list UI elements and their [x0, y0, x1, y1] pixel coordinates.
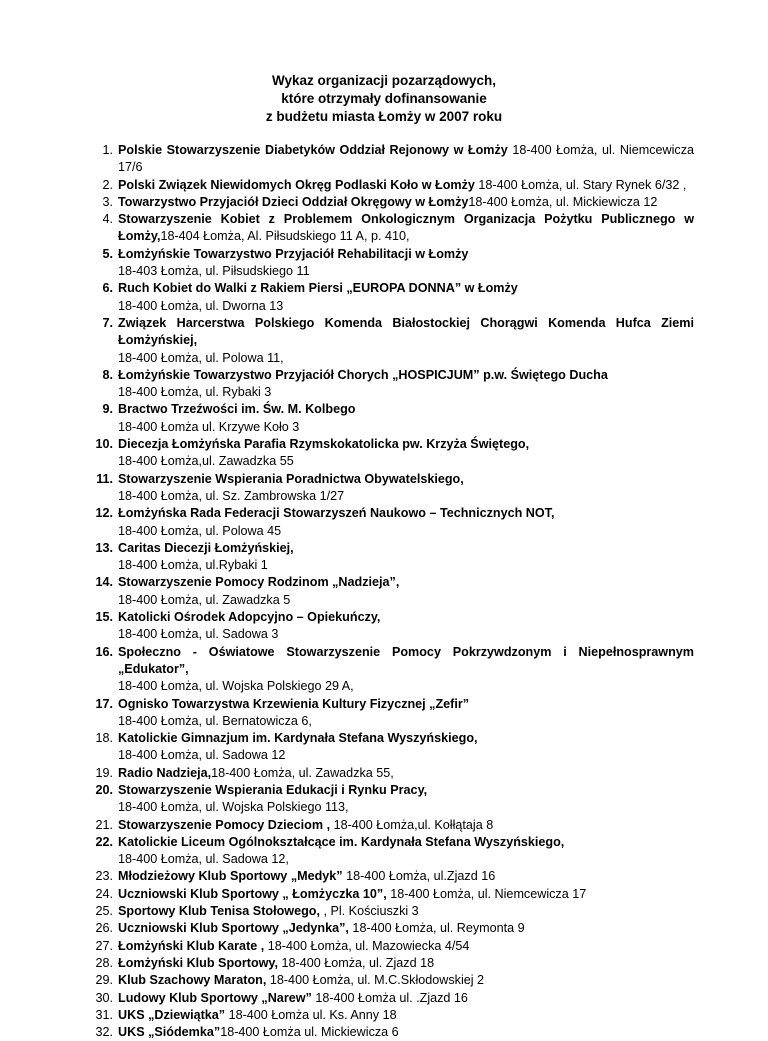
- organization-name: UKS „Dziewiątka”: [118, 1007, 226, 1022]
- organization-address: 18-400 Łomża ul. Ks. Anny 18: [225, 1007, 397, 1022]
- item-number: 1.: [102, 143, 113, 157]
- item-number: 6.: [102, 281, 113, 296]
- item-number: 8.: [102, 367, 113, 382]
- item-number: 19.: [95, 765, 113, 780]
- organization-name: Łomżyńskie Towarzystwo Przyjaciół Chorych „HOSPICJUM” p.w. Świętego Ducha: [118, 367, 608, 382]
- organization-address: 18-400 Łomża, ul. Mickiewicza 12: [468, 194, 658, 209]
- organization-address: 18-403 Łomża, ul. Piłsudskiego 11: [118, 264, 310, 279]
- organization-address: 18-400 Łomża, ul. Rybaki 3: [118, 385, 272, 400]
- item-number: 18.: [95, 731, 113, 746]
- list-item: [0, 177, 768, 194]
- item-number: 15.: [95, 610, 113, 625]
- organization-address: 18-400 Łomża, ul. Niemcewicza 17/6: [118, 143, 694, 175]
- item-number: 27.: [95, 938, 113, 953]
- organization-name: Społeczno - Oświatowe Stowarzyszenie Pomocy Pokrzywdzonym i Niepełnosprawnym „Edukator”,: [118, 644, 694, 676]
- organization-address: 18-400 Łomża, ul.Zjazd 16: [342, 869, 496, 884]
- list-item: [0, 696, 768, 731]
- organization-name: Katolickie Gimnazjum im. Kardynała Stefana Wyszyńskiego,: [118, 731, 478, 746]
- item-number: 5.: [102, 246, 113, 261]
- item-number: 29.: [95, 973, 113, 988]
- item-number: 7.: [102, 315, 113, 330]
- item-number: 20.: [95, 782, 113, 797]
- organization-name: Związek Harcerstwa Polskiego Komenda Białostockiej Chorągwi Komenda Hufca Ziemi Łomżyńskiej,: [118, 315, 694, 348]
- organization-name: Stowarzyszenie Wspierania Poradnictwa Obywatelskiego,: [118, 471, 464, 486]
- organization-address: 18-400 Łomża, ul. Sadowa 12,: [118, 852, 289, 867]
- organization-address: 18-400 Łomża ul. Krzywe Koło 3: [118, 419, 300, 434]
- list-item: [0, 280, 768, 315]
- organization-address: 18-400 Łomża,ul. Zawadzka 55: [118, 454, 294, 469]
- list-item: [0, 367, 768, 402]
- organization-name: Ognisko Towarzystwa Krzewienia Kultury Fizycznej „Zefir”: [118, 696, 470, 711]
- item-number: 13.: [95, 540, 113, 555]
- list-item: [0, 990, 768, 1007]
- list-item: [0, 834, 768, 869]
- title-line-1: Wykaz organizacji pozarządowych,: [271, 73, 497, 88]
- list-item: [0, 886, 768, 903]
- item-number: 14.: [95, 575, 113, 590]
- organization-address: 18-400 Łomża, ul. Zawadzka 5: [118, 592, 291, 607]
- item-number: 30.: [95, 990, 113, 1005]
- organization-name: Ludowy Klub Sportowy „Narew”: [118, 990, 312, 1005]
- list-item: [0, 505, 768, 540]
- organization-address: 18-400 Łomża ul. Mickiewicza 6: [220, 1025, 399, 1040]
- organization-address: 18-400 Łomża, ul. M.C.Skłodowskiej 2: [266, 973, 485, 988]
- item-number: 2.: [102, 177, 113, 192]
- item-number: 16.: [95, 644, 113, 659]
- organization-name: Łomżyński Klub Sportowy,: [118, 955, 278, 970]
- list-item: [0, 903, 768, 920]
- list-item: [0, 920, 768, 937]
- item-number: 32.: [95, 1025, 113, 1040]
- organization-name: Caritas Diecezji Łomżyńskiej,: [118, 540, 294, 555]
- organization-address: 18-400 Łomża, ul. Zawadzka 55,: [211, 765, 394, 780]
- list-item: [0, 574, 768, 609]
- organization-name: Katolicki Ośrodek Adopcyjno – Opiekuńczy,: [118, 610, 381, 625]
- list-item: [0, 471, 768, 506]
- list-item: [0, 211, 768, 246]
- organization-address: 18-400 Łomża, ul. Reymonta 9: [348, 921, 525, 936]
- organization-name: Stowarzyszenie Kobiet z Problemem Onkologicznym Organizacja Pożytku Publicznego w Łomży,: [118, 212, 694, 244]
- organization-name: Uczniowski Klub Sportowy „ Łomżyczka 10”,: [118, 886, 387, 901]
- item-number: 9.: [102, 402, 113, 417]
- organization-address: 18-400 Łomża, ul. Wojska Polskiego 29 A,: [118, 679, 354, 694]
- organization-address: 18-400 Łomża, ul. Sadowa 3: [118, 627, 279, 642]
- item-number: 12.: [95, 506, 113, 521]
- organization-address: 18-400 Łomża ul. .Zjazd 16: [311, 990, 468, 1005]
- item-number: 4.: [102, 212, 113, 227]
- list-item: [0, 436, 768, 471]
- item-number: 25.: [95, 904, 113, 919]
- organization-address: 18-400 Łomża, ul. Sz. Zambrowska 1/27: [118, 488, 345, 503]
- list-item: [0, 1024, 768, 1041]
- organization-name: Polskie Stowarzyszenie Diabetyków Oddział Rejonowy w Łomży: [118, 143, 508, 157]
- item-number: 31.: [95, 1007, 113, 1022]
- organization-address: 18-400 Łomża, ul. Stary Rynek 6/32 ,: [474, 177, 687, 192]
- list-item: [0, 142, 768, 177]
- organization-address: 18-400 Łomża,ul. Kołłątaja 8: [330, 817, 494, 832]
- organization-name: Bractwo Trzeźwości im. Św. M. Kolbego: [118, 402, 356, 417]
- organization-address: 18-400 Łomża, ul. Sadowa 12: [118, 748, 286, 763]
- list-item: [0, 609, 768, 644]
- item-number: 3.: [102, 194, 113, 209]
- item-number: 28.: [95, 955, 113, 970]
- title-line-3: z budżetu miasta Łomży w 2007 roku: [265, 109, 503, 124]
- list-item: [0, 765, 768, 782]
- list-item: [0, 246, 768, 281]
- organization-address: , Pl. Kościuszki 3: [319, 904, 419, 919]
- organization-name: Sportowy Klub Tenisa Stołowego,: [118, 904, 320, 919]
- organization-name: Łomżyński Klub Karate ,: [118, 938, 265, 953]
- list-item: [0, 730, 768, 765]
- organization-name: Katolickie Liceum Ogólnokształcące im. Kardynała Stefana Wyszyńskiego,: [118, 834, 565, 849]
- organization-name: Uczniowski Klub Sportowy „Jedynka”,: [118, 921, 349, 936]
- organization-name: UKS „Siódemka”: [118, 1025, 221, 1040]
- organization-name: Towarzystwo Przyjaciół Dzieci Oddział Okręgowy w Łomży: [118, 194, 469, 209]
- organization-name: Łomżyńska Rada Federacji Stowarzyszeń Naukowo – Technicznych NOT,: [118, 506, 555, 521]
- list-item: [0, 782, 768, 817]
- organization-address: 18-400 Łomża, ul.Rybaki 1: [118, 558, 268, 573]
- organization-address: 18-400 Łomża, ul. Polowa 45: [118, 523, 282, 538]
- organization-name: Łomżyńskie Towarzystwo Przyjaciół Rehabilitacji w Łomży: [118, 246, 469, 261]
- organization-name: Stowarzyszenie Pomocy Dzieciom ,: [118, 817, 331, 832]
- item-number: 11.: [96, 471, 113, 486]
- organization-address: 18-400 Łomża, ul. Zjazd 18: [278, 955, 435, 970]
- organization-address: 18-400 Łomża, ul. Mazowiecka 4/54: [264, 938, 470, 953]
- document-title: [0, 72, 768, 126]
- organization-name: Stowarzyszenie Wspierania Edukacji i Rynku Pracy,: [118, 782, 428, 797]
- list-item: [0, 817, 768, 834]
- item-number: 24.: [95, 886, 113, 901]
- list-item: [0, 1007, 768, 1024]
- list-item: [0, 540, 768, 575]
- organization-address: 18-400 Łomża, ul. Dworna 13: [118, 298, 284, 313]
- organization-name: Ruch Kobiet do Walki z Rakiem Piersi „EUROPA DONNA” w Łomży: [118, 281, 518, 296]
- organization-name: Młodzieżowy Klub Sportowy „Medyk”: [118, 869, 343, 884]
- list-item: [0, 644, 768, 696]
- item-number: 17.: [95, 696, 113, 711]
- list-item: [0, 972, 768, 989]
- item-number: 23.: [95, 869, 113, 884]
- list-item: [0, 938, 768, 955]
- organization-name: Diecezja Łomżyńska Parafia Rzymskokatolicka pw. Krzyża Świętego,: [118, 437, 530, 452]
- organization-name: Klub Szachowy Maraton,: [118, 973, 267, 988]
- title-line-2: które otrzymały dofinansowanie: [281, 91, 487, 106]
- list-item: [0, 868, 768, 885]
- organization-name: Polski Związek Niewidomych Okręg Podlaski Koło w Łomży: [118, 177, 475, 192]
- list-item: [0, 315, 768, 367]
- organization-name: Stowarzyszenie Pomocy Rodzinom „Nadzieja”,: [118, 575, 400, 590]
- organization-list: [0, 142, 768, 1041]
- item-number: 21.: [95, 817, 113, 832]
- organization-address: 18-400 Łomża, ul. Bernatowicza 6,: [118, 713, 312, 728]
- organization-address: 18-400 Łomża, ul. Wojska Polskiego 113,: [118, 800, 349, 815]
- item-number: 10.: [95, 437, 113, 452]
- list-item: [0, 401, 768, 436]
- organization-address: 18-400 Łomża, ul. Niemcewicza 17: [386, 886, 587, 901]
- organization-name: Radio Nadzieja,: [118, 765, 212, 780]
- item-number: 26.: [95, 921, 113, 936]
- organization-address: 18-404 Łomża, Al. Piłsudskiego 11 A, p. 410,: [160, 229, 410, 244]
- item-number: 22.: [95, 834, 113, 849]
- list-item: [0, 194, 768, 211]
- list-item: [0, 955, 768, 972]
- organization-address: 18-400 Łomża, ul. Polowa 11,: [118, 350, 284, 365]
